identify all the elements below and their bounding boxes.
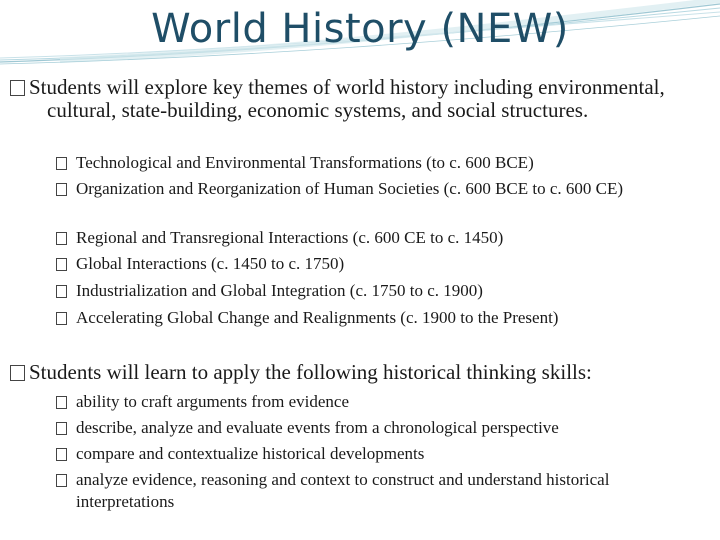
section-1-text: Students will explore key themes of world history including environmental, cultural, state-building, economic systems, and social structures. (29, 75, 665, 122)
square-bullet-icon (56, 285, 67, 298)
square-bullet-icon (10, 365, 25, 381)
square-bullet-icon (10, 80, 25, 96)
list-item-text: Industrialization and Global Integration (c. 1750 to c. 1900) (76, 281, 483, 300)
list-item (56, 152, 696, 174)
square-bullet-icon (56, 474, 67, 487)
list-item (56, 443, 696, 465)
square-bullet-icon (56, 396, 67, 409)
square-bullet-icon (56, 258, 67, 271)
list-item-text: analyze evidence, reasoning and context to construct and understand historical interpretations (76, 470, 610, 511)
square-bullet-icon (56, 183, 67, 196)
section-2-text: Students will learn to apply the following historical thinking skills: (29, 360, 592, 384)
section-1-bullet (10, 76, 690, 122)
square-bullet-icon (56, 157, 67, 170)
list-item (56, 307, 696, 329)
square-bullet-icon (56, 422, 67, 435)
list-item (56, 178, 696, 200)
list-item (56, 253, 696, 275)
list-item-text: Regional and Transregional Interactions (c. 600 CE to c. 1450) (76, 228, 504, 247)
square-bullet-icon (56, 312, 67, 325)
list-item-text: Global Interactions (c. 1450 to c. 1750) (76, 254, 345, 273)
square-bullet-icon (56, 232, 67, 245)
list-item-text: Accelerating Global Change and Realignments (c. 1900 to the Present) (76, 308, 559, 327)
list-item (56, 469, 696, 513)
square-bullet-icon (56, 448, 67, 461)
list-item-text: compare and contextualize historical developments (76, 444, 425, 463)
list-item (56, 391, 696, 413)
list-item (56, 417, 696, 439)
list-item (56, 280, 696, 302)
list-item-text: ability to craft arguments from evidence (76, 392, 350, 411)
list-item-text: Organization and Reorganization of Human Societies (c. 600 BCE to c. 600 CE) (76, 179, 624, 198)
list-item (56, 227, 696, 249)
list-item-text: Technological and Environmental Transformations (to c. 600 BCE) (76, 153, 534, 172)
list-item-text: describe, analyze and evaluate events from a chronological perspective (76, 418, 559, 437)
slide-title: World History (NEW) (151, 6, 569, 52)
section-2-bullet (10, 361, 690, 384)
